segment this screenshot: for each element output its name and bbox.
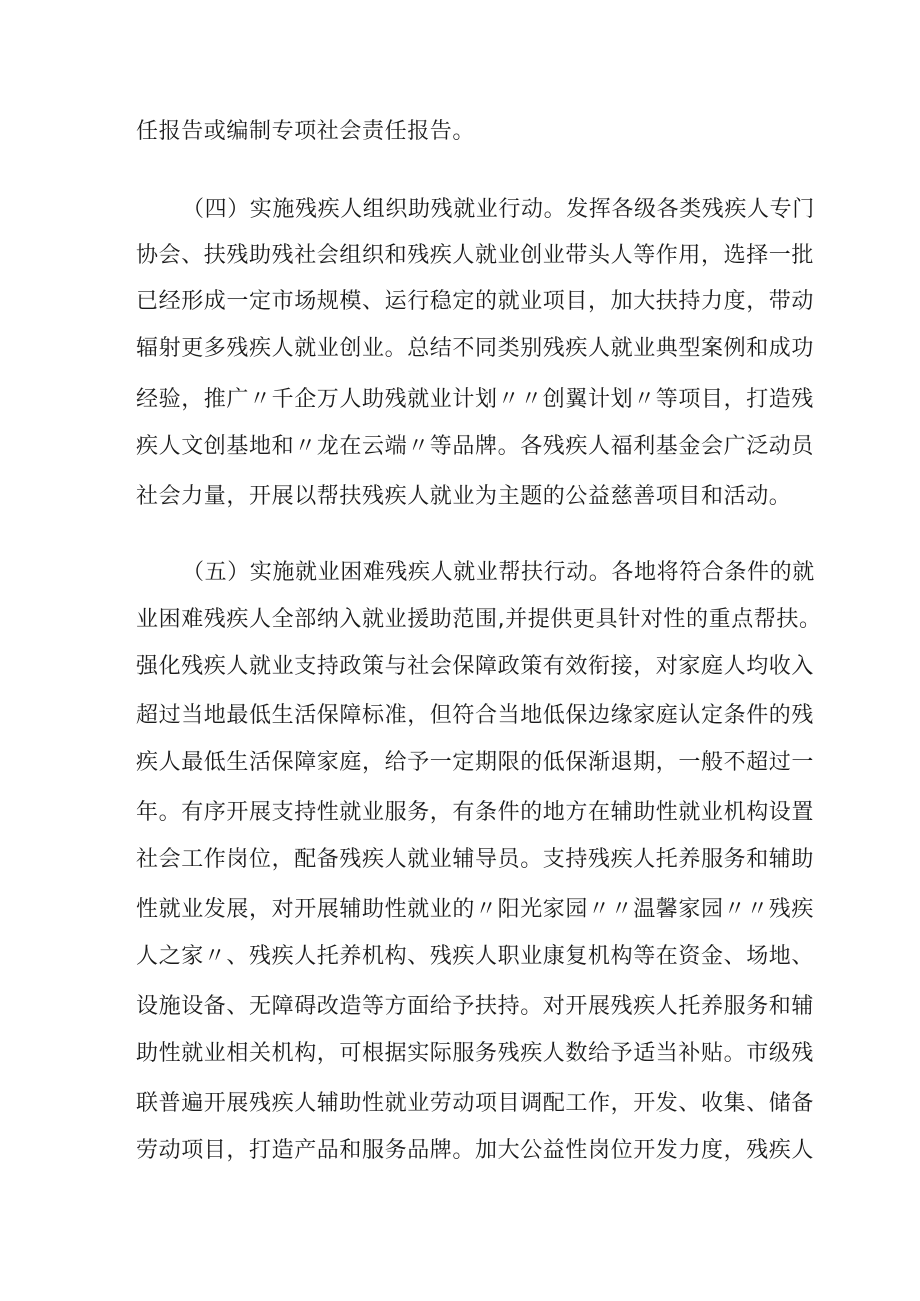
text-line: 经验，推广〃千企万人助残就业计划〃〃创翼计划〃等项目，打造残 [136,387,815,412]
text-line: 协会、扶残助残社会组织和残疾人就业创业带头人等作用，选择一批 [136,243,815,268]
text-line: 强化残疾人就业支持政策与社会保障政策有效衔接，对家庭人均收入 [136,654,815,679]
text-line: 辐射更多残疾人就业创业。总结不同类别残疾人就业典型案例和成功 [136,336,815,361]
text-line: 疾人文创基地和〃龙在云端〃等品牌。各残疾人福利基金会广泛动员 [136,434,815,459]
text-line: 社会工作岗位，配备残疾人就业辅导员。支持残疾人托养服务和辅助 [136,847,815,872]
text-line: 联普遍开展残疾人辅助性就业劳动项目调配工作，开发、收集、储备 [136,1091,815,1116]
text-line: 设施设备、无障碍改造等方面给予扶持。对开展残疾人托养服务和辅 [136,994,815,1019]
text-line: 劳动项目，打造产品和服务品牌。加大公益性岗位开发力度，残疾人 [136,1138,815,1163]
text-line: 社会力量，开展以帮扶残疾人就业为主题的公益慈善项目和活动。 [136,484,792,509]
text-line: 业困难残疾人全部纳入就业援助范围,并提供更具针对性的重点帮扶。 [136,607,822,632]
text-line: 性就业发展，对开展辅助性就业的〃阳光家园〃〃温馨家园〃〃残疾 [136,897,815,922]
text-line: 年。有序开展支持性就业服务，有条件的地方在辅助性就业机构设置 [136,800,815,825]
text-line: 任报告或编制专项社会责任报告。 [136,119,476,144]
text-line: 已经形成一定市场规模、运行稳定的就业项目，加大扶持力度，带动 [136,289,815,314]
text-line: 超过当地最低生活保障标准，但符合当地低保边缘家庭认定条件的残 [136,703,815,728]
text-line: （四）实施残疾人组织助残就业行动。发挥各级各类残疾人专门 [182,197,815,222]
text-line: 助性就业相关机构，可根据实际服务残疾人数给予适当补贴。市级残 [136,1041,815,1066]
text-line: 人之家〃、残疾人托养机构、残疾人职业康复机构等在资金、场地、 [136,944,815,969]
text-line: 疾人最低生活保障家庭，给予一定期限的低保渐退期，一般不超过一 [136,750,815,775]
text-line: （五）实施就业困难残疾人就业帮扶行动。各地将符合条件的就 [182,560,815,585]
